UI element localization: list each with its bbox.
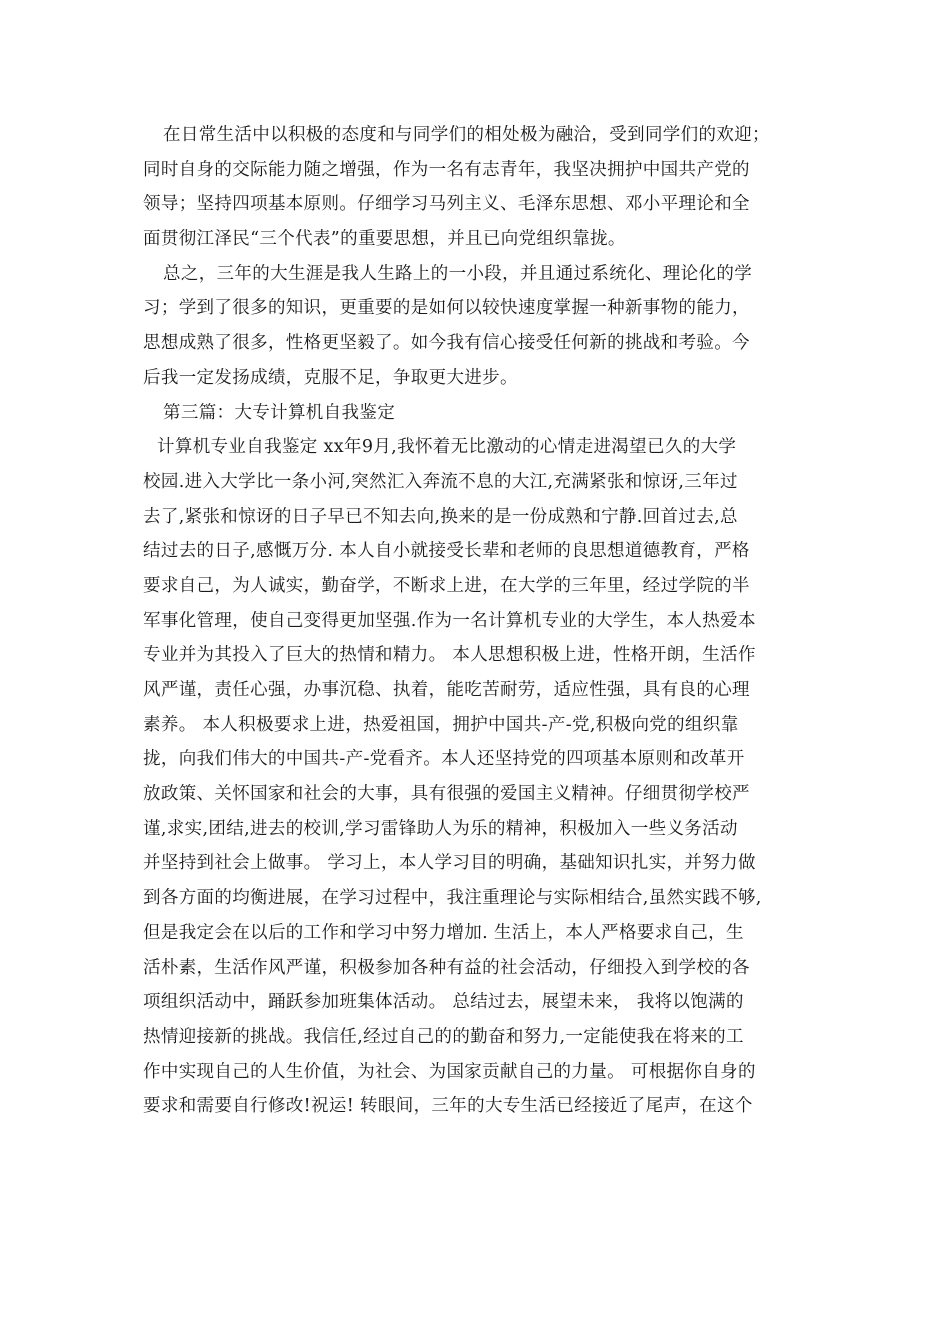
text-line: 放政策、关怀国家和社会的大事，具有很强的爱国主义精神。仔细贯彻学校严: [143, 784, 750, 805]
text-line: 到各方面的均衡进展，在学习过程中，我注重理论与实际相结合,虽然实践不够,: [143, 888, 762, 909]
text-line: 总之，三年的大生涯是我人生路上的一小段，并且通过系统化、理论化的学: [163, 263, 753, 284]
text-line: 校园.进入大学比一条小河,突然汇入奔流不息的大江,充满紧张和惊讶,三年过: [143, 471, 738, 492]
text-line: 并坚持到社会上做事。 学习上，本人学习目的明确，基础知识扎实，并努力做: [143, 853, 756, 874]
text-line: 后我一定发扬成绩，克服不足，争取更大进步。: [143, 367, 518, 388]
text-line: 热情迎接新的挑战。我信任,经过自己的的勤奋和努力,一定能使我在将来的工: [143, 1026, 744, 1047]
text-line: 素养。 本人积极要求上进，热爱祖国，拥护中国共-产-党,积极向党的组织靠: [143, 714, 739, 735]
text-line: 要求自己，为人诚实，勤奋学，不断求上进，在大学的三年里，经过学院的半: [143, 575, 750, 596]
text-line: 作中实现自己的人生价值，为社会、为国家贡献自己的力量。 可根据你自身的: [143, 1061, 756, 1082]
text-line: 思想成熟了很多，性格更坚毅了。如今我有信心接受任何新的挑战和考验。今: [143, 333, 750, 354]
text-line: 活朴素，生活作风严谨，积极参加各种有益的社会活动，仔细投入到学校的各: [143, 957, 750, 978]
text-line: 面贯彻江泽民“三个代表”的重要思想，并且已向党组织靠拢。: [143, 229, 626, 250]
document-body: [143, 118, 818, 1124]
text-line: 但是我定会在以后的工作和学习中努力增加. 生活上，本人严格要求自己，生: [143, 922, 744, 943]
text-line: 风严谨，责任心强，办事沉稳、执着，能吃苦耐劳，适应性强，具有良的心理: [143, 680, 750, 700]
text-line: 领导；坚持四项基本原则。仔细学习马列主义、毛泽东思想、邓小平理论和全: [143, 194, 750, 215]
text-line: 军事化管理，使自己变得更加坚强.作为一名计算机专业的大学生，本人热爱本: [143, 610, 756, 631]
text-line: 结过去的日子,感慨万分. 本人自小就接受长辈和老师的良思想道德教育，严格: [143, 541, 750, 562]
text-line: 要求和需要自行修改!祝运! 转眼间，三年的大专生活已经接近了尾声，在这个: [143, 1096, 753, 1117]
text-line: 习；学到了很多的知识，更重要的是如何以较快速度掌握一种新事物的能力，: [143, 298, 750, 319]
text-line: 专业并为其投入了巨大的热情和精力。 本人思想积极上进，性格开朗，生活作: [143, 645, 756, 666]
section-heading: 第三篇：大专计算机自我鉴定: [163, 402, 396, 423]
text-line: 同时自身的交际能力随之增强，作为一名有志青年，我坚决拥护中国共产党的: [143, 159, 750, 180]
text-line: 谨,求实,团结,进去的校训,学习雷锋助人为乐的精神，积极加入一些义务活动: [143, 818, 738, 839]
text-line: 拢，向我们伟大的中国共-产-党看齐。本人还坚持党的四项基本原则和改革开: [143, 749, 745, 770]
text-line: 去了,紧张和惊讶的日子早已不知去向,换来的是一份成熟和宁静.回首过去,总: [143, 506, 738, 527]
text-line: 计算机专业自我鉴定 xx年9月,我怀着无比激动的心情走进渴望已久的大学: [157, 437, 737, 458]
text-line: 项组织活动中，踊跃参加班集体活动。 总结过去，展望未来， 我将以饱满的: [143, 992, 744, 1013]
text-line: 在日常生活中以积极的态度和与同学们的相处极为融洽，受到同学们的欢迎；: [163, 125, 770, 145]
